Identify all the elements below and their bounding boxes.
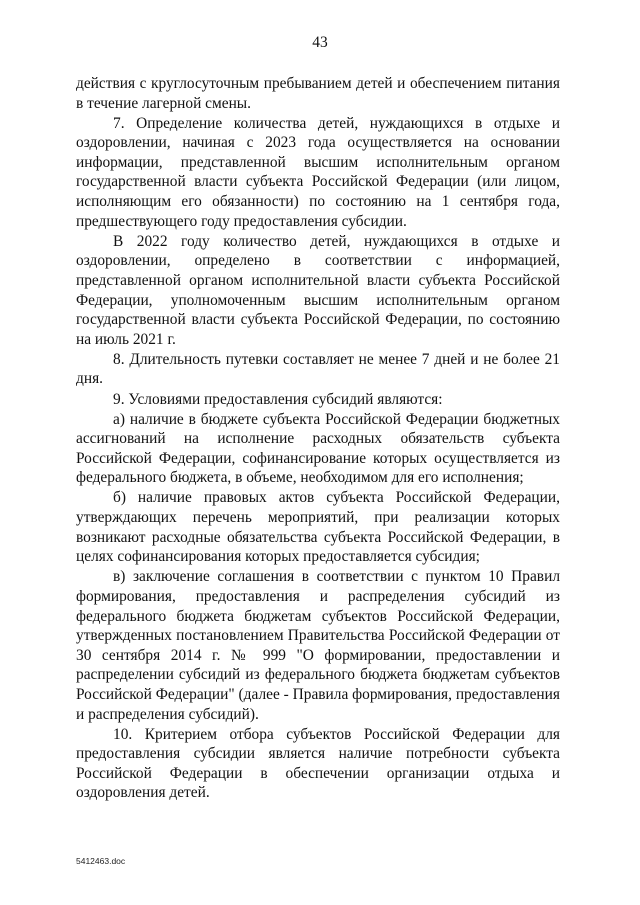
paragraph-subitem-b: б) наличие правовых актов субъекта Российской Федерации, утверждающих перечень мероприятий, при реализации которых возникают расходные обязательства субъекта Российской Федерации, в целях софинансирования которых предоставляется субсидия; bbox=[76, 489, 560, 566]
paragraph-item-7: 7. Определение количества детей, нуждающихся в отдыхе и оздоровлении, начиная с 2023 года осуществляется на основании информации, представленной высшим исполнительным органом государственной власти субъекта Российской Федерации (или лицом, исполняющим его обязанности) по состоянию на 1 сентября года, предшествующего году предоставления субсидии. bbox=[76, 114, 560, 230]
paragraph-subitem-v: в) заключение соглашения в соответствии с пунктом 10 Правил формирования, предоставления и распределения субсидий из федерального бюджета бюджетам субъектов Российской Федерации, утвержденных постановлением Правительства Российской Федерации от 30 сентября 2014 г. № 999 "О формировании, предоставлении и распределении субсидий из федерального бюджета бюджетам субъектов Российской Федерации" (далее - Правила формирования, предоставления и распределения субсидий). bbox=[76, 568, 560, 723]
page-number: 43 bbox=[312, 34, 328, 51]
paragraph-2022-note: В 2022 году количество детей, нуждающихся в отдыхе и оздоровлении, определено в соответствии с информацией, представленной органом исполнительной власти субъекта Российской Федерации, уполномоченным высшим исполнительным органом государственной власти субъекта Российской Федерации, по состоянию на июль 2021 г. bbox=[76, 232, 560, 348]
document-body bbox=[76, 74, 560, 803]
paragraph-item-9: 9. Условиями предоставления субсидий являются: bbox=[113, 390, 443, 408]
document-footer: 5412463.doc bbox=[76, 856, 126, 866]
paragraph-subitem-a: а) наличие в бюджете субъекта Российской Федерации бюджетных ассигнований на исполнение расходных обязательств субъекта Российской Федерации, софинансирование которых осуществляется из федерального бюджета, в объеме, необходимом для его исполнения; bbox=[76, 410, 560, 487]
paragraph-item-8: 8. Длительность путевки составляет не менее 7 дней и не более 21 дня. bbox=[76, 350, 560, 388]
paragraph-item-10: 10. Критерием отбора субъектов Российской Федерации для предоставления субсидии является наличие потребности субъекта Российской Федерации в обеспечении организации отдыха и оздоровления детей. bbox=[76, 725, 560, 802]
paragraph-continuation: действия с круглосуточным пребыванием детей и обеспечением питания в течение лагерной смены. bbox=[76, 75, 560, 112]
